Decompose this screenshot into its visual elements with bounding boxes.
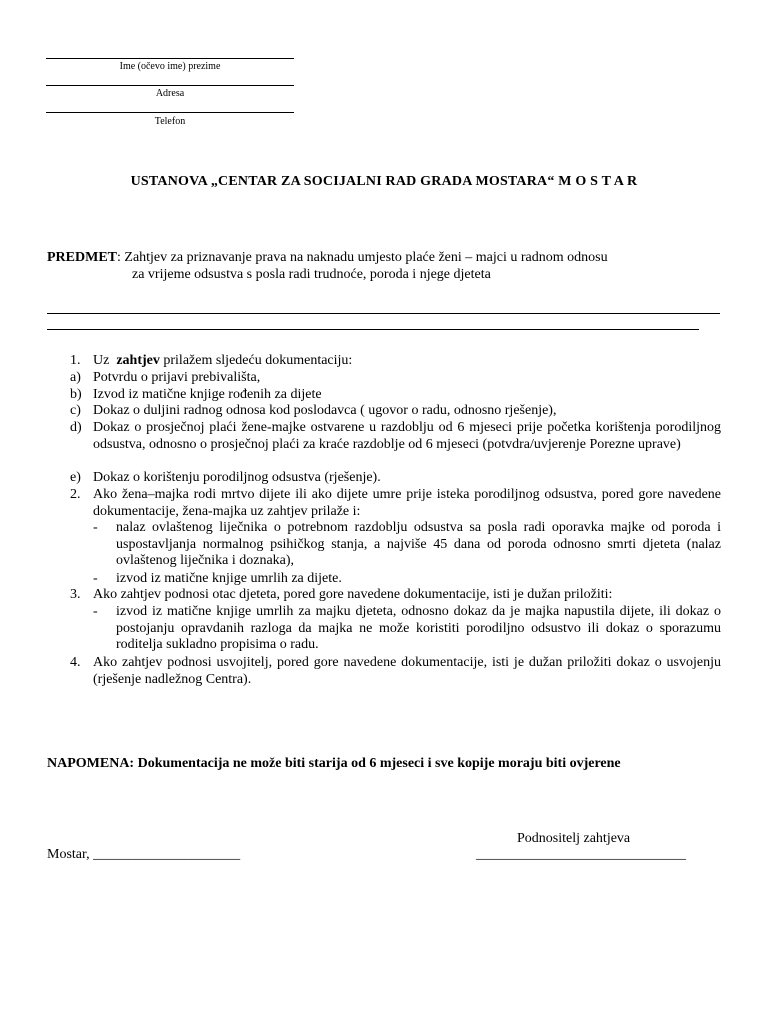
item-a-letter: a) bbox=[70, 370, 81, 385]
name-label: Ime (očevo ime) prezime bbox=[119, 61, 221, 72]
institution-heading: USTANOVA „CENTAR ZA SOCIJALNI RAD GRADA MOSTARA“ M O S T A R bbox=[130, 174, 638, 189]
blank-line-2 bbox=[47, 329, 699, 330]
item-d-letter: d) bbox=[70, 420, 82, 435]
item-2-dash-1: - bbox=[93, 520, 98, 535]
subject-line-2: za vrijeme odsustva s posla radi trudnoće, poroda i njege djeteta bbox=[132, 267, 491, 282]
address-label: Adresa bbox=[155, 88, 185, 99]
item-a-text: Potvrdu o prijavi prebivališta, bbox=[93, 370, 261, 385]
item-3-dash-1: - bbox=[93, 604, 98, 619]
item-e-letter: e) bbox=[70, 470, 81, 485]
item-3-number: 3. bbox=[70, 587, 81, 602]
address-line bbox=[46, 85, 294, 86]
item-4-number: 4. bbox=[70, 655, 81, 670]
blank-line-1 bbox=[47, 313, 720, 314]
item-b-text: Izvod iz matične knjige rođenih za dijete bbox=[93, 387, 322, 402]
item-1-number: 1. bbox=[70, 353, 81, 368]
item-1-pre: Uz bbox=[93, 353, 110, 368]
subject-line-1 bbox=[47, 250, 747, 267]
item-b-letter: b) bbox=[70, 387, 82, 402]
item-c-text: Dokaz o duljini radnog odnosa kod poslodavca ( ugovor o radu, odnosno rješenje), bbox=[93, 403, 557, 418]
item-1-text bbox=[93, 353, 721, 370]
subject-text-1: : Zahtjev za priznavanje prava na naknadu umjesto plaće ženi – majci u radnom odnosu bbox=[117, 250, 608, 265]
item-d-text: Dokaz o prosječnoj plaći žene-majke ostvarene u razdoblju od 6 mjeseci prije početka korištenja porodiljnog odsustva, odnosno o prosječnoj plaći za kraće razdoblje od 6 mjeseci (potvdra/uvjerenje Porezne uprave) bbox=[93, 420, 721, 452]
item-c-letter: c) bbox=[70, 403, 81, 418]
item-2-dash-2: - bbox=[93, 571, 98, 586]
applicant-signature-line: ______________________________ bbox=[476, 847, 686, 862]
phone-label: Telefon bbox=[154, 116, 186, 127]
item-2-text: Ako žena–majka rodi mrtvo dijete ili ako dijete umre prije isteka porodiljnog odsustva, pored gore navedene dokumentacije, žena-majka uz zahtjev prilaže i: bbox=[93, 487, 721, 519]
item-1-post: prilažem sljedeću dokumentaciju: bbox=[163, 353, 353, 368]
item-e-text: Dokaz o korištenju porodiljnog odsustva (rješenje). bbox=[93, 470, 381, 485]
item-4-text: Ako zahtjev podnosi usvojitelj, pored gore navedene dokumentacije, isti je dužan priložiti dokaz o usvojenju (rješenje nadležnog Centra). bbox=[93, 655, 721, 687]
item-3-detail-1: izvod iz matične knjige umrlih za majku djeteta, odnosno dokaz da je majka napustila dijete, ili dokaz o postojanju opravdanih razloga da majka ne može koristiti porodiljno odsustvo ili dokaz o sporazumu roditelja sukladno propisima o radu. bbox=[116, 604, 721, 652]
item-1-bold: zahtjev bbox=[116, 353, 160, 368]
note: NAPOMENA: Dokumentacija ne može biti starija od 6 mjeseci i sve kopije moraju biti ovjerene bbox=[47, 756, 621, 771]
subject-label: PREDMET bbox=[47, 250, 117, 265]
phone-line bbox=[46, 112, 294, 113]
place-date-field: Mostar, _____________________ bbox=[47, 847, 241, 862]
item-3-text: Ako zahtjev podnosi otac djeteta, pored gore navedene dokumentacije, isti je dužan priložiti: bbox=[93, 587, 613, 602]
item-2-detail-1: nalaz ovlaštenog liječnika o potrebnom razdoblju odsustva sa posla radi oporavka majke od poroda i uspostavljanja normalnog psihičkog stanja, a najviše 45 dana od poroda odnosno smrti djeteta (nalaz ovlaštenog liječnika i doznaka), bbox=[116, 520, 721, 568]
applicant-label: Podnositelj zahtjeva bbox=[517, 831, 631, 846]
item-2-detail-2: izvod iz matične knjige umrlih za dijete. bbox=[116, 571, 342, 586]
item-2-number: 2. bbox=[70, 487, 81, 502]
name-line bbox=[46, 58, 294, 59]
